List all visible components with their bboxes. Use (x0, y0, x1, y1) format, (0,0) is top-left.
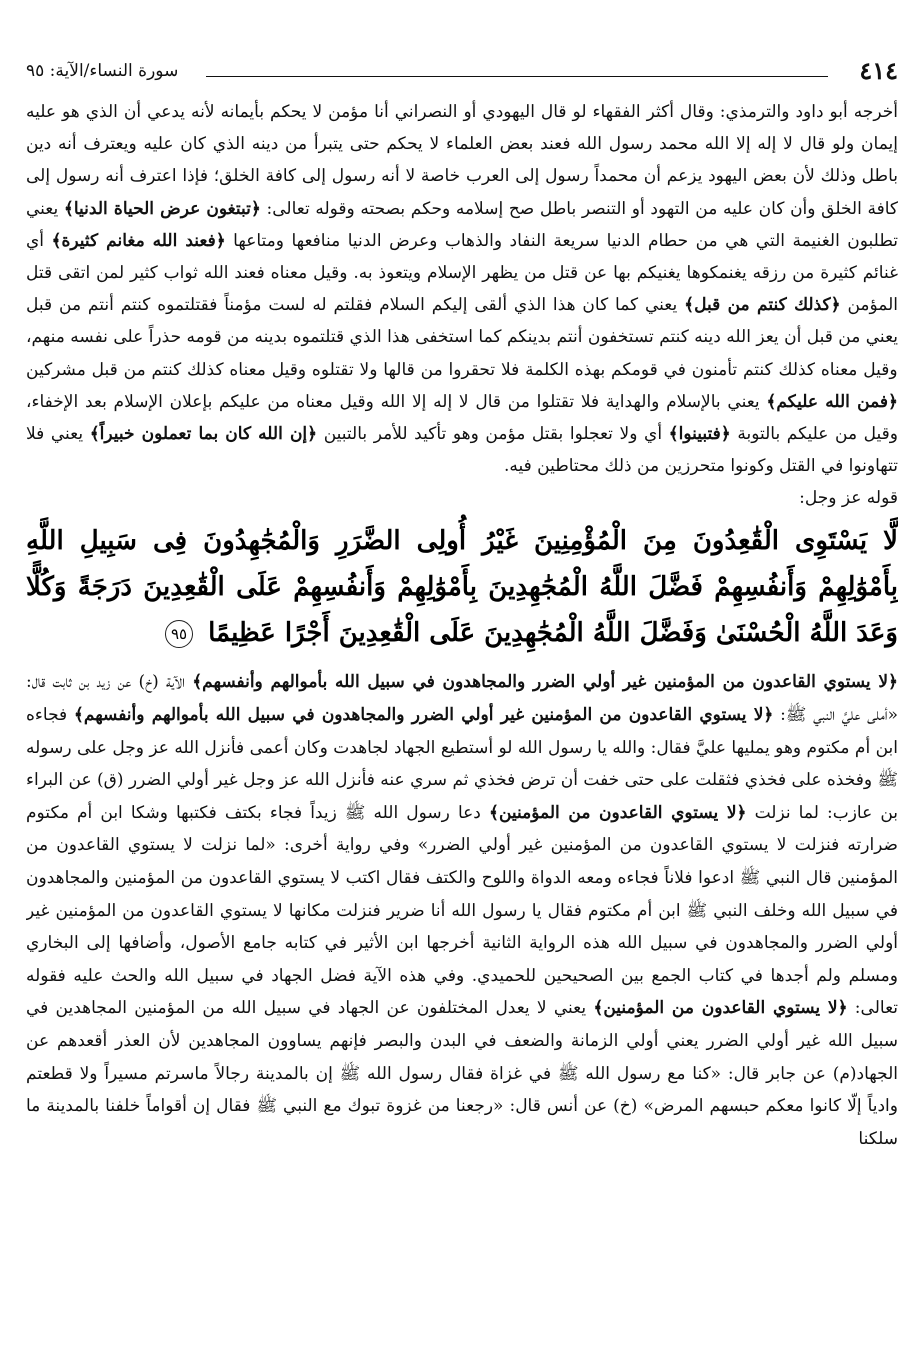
quran-quote: ﴿لا يستوي القاعدون من المؤمنين غير أولي الضرر والمجاهدون في سبيل الله بأموالهم وأنفسهم﴾ (192, 672, 898, 693)
page-header (26, 56, 898, 86)
commentary-text: أخرجه أبو داود والترمذي: وقال أكثر الفقهاء لو قال اليهودي أو النصراني أنا مؤمن لا يحكم بأيمانه لأنه يدعي أن الذي هو عليه إيمان ولو قال لا إله إلا الله محمد رسول الله فعند بعض العلماء لا يحكم حتى يتبرأ من دينه الذي كان عليه ويعترف أنه دين باطل وذلك لأن بعض اليهود يزعم أن محمداً رسول إلى العرب خاصة لا أنه رسول إلى كافة الخلق؛ فإذا اعترف أنه رسول إلى كافة الخلق وأن كان عليه من التهود أو التنصر باطل صح إسلامه وحكم بصحته وقوله تعالى: (26, 102, 898, 219)
commentary-text: أي غنائم كثيرة من رزقه يغنمكوها يغنيكم بها عن قتل من يظهر الإسلام ويتعوذ به. وقيل معناه فعند الله ثواب كثير لمن اتقى قتل المؤمن (26, 230, 898, 316)
commentary-text: فجاءه ابن أم مكتوم وهو يمليها عليَّ فقال: والله يا رسول الله لو أستطيع الجهاد لجاهدت وكان أعمى فأنزل الله عز وجل على رسوله ﷺ وفخذه على فخذي فثقلت على حتى خفت أن ترض فخذي ثم سري عنه فأنزل الله عز وجل غير أولي الضرر (ق) عن البراء بن عازب: لما نزلت (26, 705, 898, 823)
quran-verse (26, 518, 898, 656)
header-rule (206, 76, 828, 77)
quran-quote: ﴿لا يستوي القاعدون من المؤمنين﴾ (593, 998, 848, 1019)
quran-quote: ﴿تبتغون عرض الحياة الدنيا﴾ (63, 198, 261, 219)
quran-quote: ﴿إن الله كان بما تعملون خبيراً﴾ (89, 424, 318, 445)
commentary-text: يعني كما كان هذا الذي ألقى إليكم السلام فقلتم له لست مؤمناً فقتلتموه كنتم أنتم من قبل يعني من قبل أن يعز الله دينه كنتم تستخفون أنتم بدينكم كما استخفى هذا الذي قتلتموه بدينه من قومه حذراً على نفسه منهم، وقيل معناه كذلك كنتم تأمنون في قومكم بهذه الكلمة فلا تحقروا من قالها ولا تقتلوه وقيل معناه كذلك كنتم من قبل مشركين (26, 295, 898, 380)
page-body (26, 96, 898, 1356)
quran-quote: ﴿فعند الله مغانم كثيرة﴾ (51, 230, 226, 251)
quran-quote: ﴿كذلك كنتم من قبل﴾ (684, 295, 841, 316)
verse-intro: قوله عز وجل: (799, 488, 898, 509)
page-number: ٤١٤ (859, 56, 898, 85)
commentary-text: يعني بالإسلام والهداية فلا تقتلوا من قال لا إله إلا الله وقيل معناه من عليكم بإعلان الإسلام بعد الإخفاء، وقيل من عليكم بالتوبة (26, 391, 898, 445)
verse-text: لَّا يَسْتَوِى الْقَٰعِدُونَ مِنَ الْمُؤْمِنِينَ غَيْرُ أُولِى الضَّرَرِ وَالْمُجَٰهِدُونَ فِى سَبِيلِ اللَّهِ بِأَمْوَٰلِهِمْ وَأَنفُسِهِمْ فَضَّلَ اللَّهُ الْمُجَٰهِدِينَ بِأَمْوَٰلِهِمْ وَأَنفُسِهِمْ عَلَى الْقَٰعِدِينَ دَرَجَةً وَكُلًّا وَعَدَ اللَّهُ الْحُسْنَىٰ وَفَضَّلَ اللَّهُ الْمُجَٰهِدِينَ عَلَى الْقَٰعِدِينَ أَجْرًا عَظِيمًا (26, 526, 898, 649)
surah-title: سورة النساء/الآية: ٩٥ (26, 61, 179, 81)
quran-quote: ﴿لا يستوي القاعدون من المؤمنين غير أولي الضرر والمجاهدون في سبيل الله بأموالهم وأنفسهم﴾ (73, 705, 774, 726)
commentary-text: يعني تطلبون الغنيمة التي هي من حطام الدنيا سريعة النفاد والذهاب وعرض الدنيا منافعها ومتاعها (26, 198, 898, 251)
commentary-text: يعني لا يعدل المختلفون عن الجهاد في سبيل الله من المؤمنين المجاهدين في سبيل الله غير أولي الضرر يعني أولي الزمانة والضعف في البدن والبصر فإنهم يساوون المجاهدين لأن العذر أقعدهم عن الجهاد(م) عن جابر قال: «كنا مع رسول الله ﷺ في غزاة فقال رسول الله ﷺ إن بالمدينة رجالاً ماسرتم مسيراً ولا قطعتم وادياً إلّا كانوا معكم حبسهم المرض» (خ) عن أنس قال: «رجعنا من غزوة تبوك مع النبي ﷺ فقال إن أقواماً خلفنا بالمدينة ما سلكنا (26, 998, 898, 1149)
commentary-paragraph (26, 96, 898, 482)
commentary-text: الآية (خ) عن زيد بن ثابت قال: «أملى عليَّ النبي ﷺ: (26, 672, 898, 726)
commentary-text: أي ولا تعجلوا بقتل مؤمن وهو تأكيد للأمر بالتبين (317, 424, 663, 445)
quran-quote: ﴿فتبينوا﴾ (668, 424, 731, 445)
commentary-text: دعا رسول الله ﷺ زيداً فجاء بكتف فكتبها وشكا ابن أم مكتوم ضرارته فنزلت لا يستوي القاعدون من المؤمنين غير أولي الضرر» وفي رواية أخرى: «لما نزلت لا يستوي القاعدون من المؤمنين قال النبي ﷺ ادعوا فلاناً فجاءه ومعه الدواة واللوح والكتف فقال اكتب لا يستوي القاعدون من المؤمنين والمجاهدون في سبيل الله وخلف النبي ﷺ ابن أم مكتوم فقال يا رسول الله أنا ضرير فنزلت مكانها لا يستوي القاعدون من المؤمنين غير أولي الضرر والمجاهدون في سبيل الله هذه الرواية الثانية أخرجها ابن الأثير في كتابه جامع الأصول، وأضافها إلى البخاري ومسلم ولم أجدها في كتاب الجمع بين الصحيحين للحميدي. وفي هذه الآية فضل الجهاد في سبيل الله والحث عليه فقوله تعالى: (26, 802, 898, 1019)
quran-quote: ﴿فمن الله عليكم﴾ (766, 391, 898, 412)
commentary-paragraph (26, 666, 898, 1155)
ayah-number-marker: ٩٥ (165, 620, 193, 648)
quran-quote: ﴿لا يستوي القاعدون من المؤمنين﴾ (488, 802, 747, 823)
commentary-text: يعني فلا تتهاونوا في القتل وكونوا متحرزين من ذلك محتاطين فيه. (26, 424, 898, 477)
